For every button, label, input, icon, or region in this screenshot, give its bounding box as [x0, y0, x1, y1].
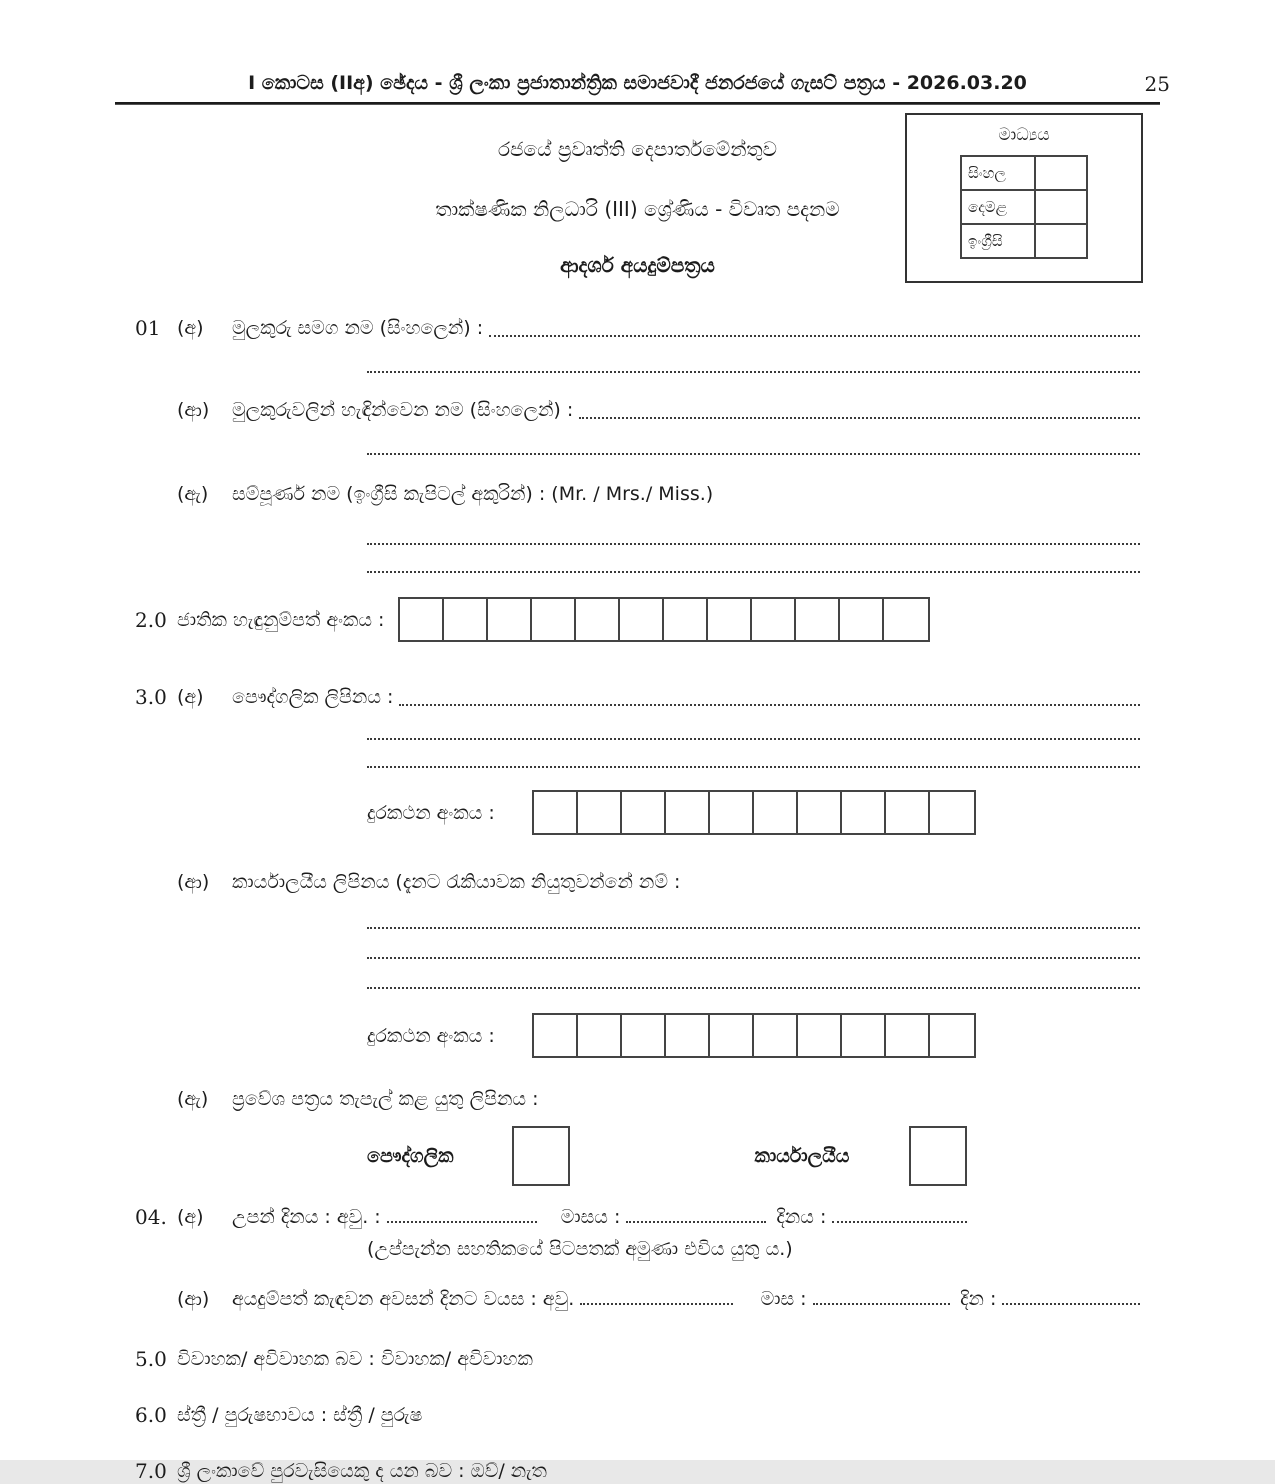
- char-box[interactable]: [664, 599, 708, 640]
- office-address-fill-line-2[interactable]: [367, 941, 1140, 959]
- section-04a: [135, 1204, 1140, 1230]
- char-box[interactable]: [930, 1015, 974, 1056]
- full-name-fill-line-1[interactable]: [367, 527, 1140, 545]
- char-box[interactable]: [532, 599, 576, 640]
- section-01c-letter: (ඇ): [177, 483, 209, 505]
- nic-number-label: ජාතික හැඳුනුම්පත් අංකය :: [177, 608, 385, 631]
- section-2-number: 2.0: [135, 607, 167, 632]
- char-box[interactable]: [710, 1015, 754, 1056]
- char-box[interactable]: [796, 599, 840, 640]
- medium-checkbox-sinhala[interactable]: [1035, 156, 1087, 190]
- char-box[interactable]: [622, 1015, 666, 1056]
- medium-row-tamil: [961, 190, 1087, 224]
- department-title: රජයේ ප්‍රවෘත්ති දෙපාර්තමේන්තුව: [497, 137, 778, 161]
- nic-number-boxes: [398, 597, 930, 642]
- section-3a: [135, 684, 1140, 710]
- admission-card-address-label: ප්‍රවේශ පත්‍රය තැපැල් කළ යුතු ලිපිනය :: [232, 1088, 539, 1110]
- page-number: 25: [1144, 72, 1170, 96]
- section-3c: [135, 1086, 1140, 1112]
- medium-table: [960, 155, 1088, 259]
- section-6-number: 6.0: [135, 1403, 167, 1427]
- personal-address-fill-line-2[interactable]: [367, 722, 1140, 740]
- office-option-checkbox[interactable]: [909, 1126, 967, 1186]
- header-rule: [115, 102, 1160, 105]
- section-3a-letter: (අ): [177, 686, 204, 708]
- birth-day-fill[interactable]: [832, 1209, 967, 1223]
- medium-checkbox-english[interactable]: [1035, 224, 1087, 258]
- office-phone-boxes: [532, 1013, 976, 1058]
- personal-address-fill-line-3[interactable]: [367, 750, 1140, 768]
- birth-day-label: දිනය :: [776, 1206, 827, 1228]
- full-name-fill-line-2[interactable]: [367, 555, 1140, 573]
- form-title: ආදර්ශ අයදුම්පත්‍රය: [560, 253, 715, 277]
- section-01c: [135, 481, 1140, 507]
- page-header: [115, 0, 1170, 96]
- char-box[interactable]: [534, 1015, 578, 1056]
- char-box[interactable]: [842, 792, 886, 833]
- office-option-label: කාර්යාලයීය: [754, 1145, 850, 1167]
- personal-option-label: පෞද්ගලික: [367, 1145, 454, 1167]
- name-denoted-by-initials-fill-line-2[interactable]: [367, 437, 1140, 455]
- section-7: [135, 1458, 1140, 1484]
- char-box[interactable]: [620, 599, 664, 640]
- section-04a-letter: (අ): [177, 1206, 204, 1228]
- char-box[interactable]: [576, 599, 620, 640]
- medium-row-english: [961, 224, 1087, 258]
- section-5: [135, 1346, 1140, 1372]
- section-6: [135, 1402, 1140, 1428]
- char-box[interactable]: [400, 599, 444, 640]
- personal-phone-boxes: [532, 790, 976, 835]
- section-04b: [135, 1286, 1140, 1312]
- marital-status-label: විවාහක/ අවිවාහක බව : විවාහක/ අවිවාහක: [177, 1348, 533, 1370]
- medium-label-english: ඉංග්‍රීසි: [961, 224, 1035, 258]
- section-01b: [135, 397, 1140, 423]
- office-address-fill-line-3[interactable]: [367, 971, 1140, 989]
- char-box[interactable]: [754, 1015, 798, 1056]
- medium-checkbox-tamil[interactable]: [1035, 190, 1087, 224]
- birth-date-label: උපන් දිනය : අවු. :: [232, 1206, 381, 1228]
- char-box[interactable]: [578, 1015, 622, 1056]
- office-address-fill-line-1[interactable]: [367, 911, 1140, 929]
- post-title: තාක්ෂණික නිලධාරි (III) ශ්‍රේණිය - විවෘත පදනම: [435, 197, 840, 221]
- char-box[interactable]: [752, 599, 796, 640]
- medium-row-sinhala: [961, 156, 1087, 190]
- char-box[interactable]: [708, 599, 752, 640]
- section-3b: [135, 869, 1140, 895]
- age-years-fill[interactable]: [580, 1291, 732, 1305]
- char-box[interactable]: [886, 792, 930, 833]
- name-with-initials-label: මුලකුරු සමග නම (සිංහලෙන්) :: [232, 317, 484, 339]
- personal-address-fill-line[interactable]: [399, 704, 1140, 706]
- char-box[interactable]: [666, 1015, 710, 1056]
- section-7-number: 7.0: [135, 1459, 167, 1483]
- name-with-initials-fill-line[interactable]: [489, 335, 1140, 337]
- personal-phone-label: දුරකථන අංකය :: [367, 801, 495, 824]
- office-address-label: කාර්යාලයීය ලිපිනය (දැනට රැකියාවක නියුතුවන්නේ නම් :: [232, 871, 681, 893]
- section-01b-letter: (ආ): [177, 399, 210, 421]
- name-with-initials-fill-line-2[interactable]: [367, 355, 1140, 373]
- section-04-number: 04.: [135, 1205, 167, 1229]
- address-choice-row: [367, 1126, 1140, 1186]
- section-3-number: 3.0: [135, 685, 167, 709]
- char-box[interactable]: [884, 599, 928, 640]
- medium-label-sinhala: සිංහල: [961, 156, 1035, 190]
- section-04b-letter: (ආ): [177, 1288, 210, 1310]
- char-box[interactable]: [842, 1015, 886, 1056]
- section-3c-letter: (ඇ): [177, 1088, 209, 1110]
- medium-box-title: මාධ්‍යය: [998, 125, 1050, 145]
- section-01-number: 01: [135, 316, 161, 340]
- office-phone-label: දුරකථන අංකය :: [367, 1024, 495, 1047]
- full-name-english-label: සම්පූර්ණ නම (ඉංග්‍රීසි කැපිටල් අකුරින්) : (Mr. / Mrs./ Miss.): [232, 483, 714, 505]
- medium-selection-box: [905, 113, 1143, 283]
- medium-label-tamil: දෙමළ: [961, 190, 1035, 224]
- section-2: [135, 597, 1140, 642]
- char-box[interactable]: [840, 599, 884, 640]
- age-months-fill[interactable]: [813, 1291, 951, 1305]
- gazette-header-title: I කොටස (IIඅ) ඡේදය - ශ්‍රී ලංකා ප්‍රජාතාන්ත්‍රික සමාජවාදී ජනරජයේ ගැසට් පත්‍රය - 2026.03.20: [248, 72, 1027, 94]
- office-phone-row: [367, 1013, 1140, 1058]
- char-box[interactable]: [622, 792, 666, 833]
- personal-address-label: පෞද්ගලික ලිපිනය :: [232, 686, 394, 708]
- section-01a-letter: (අ): [177, 317, 204, 339]
- char-box[interactable]: [930, 792, 974, 833]
- age-days-label: දින :: [960, 1288, 997, 1310]
- char-box[interactable]: [710, 792, 754, 833]
- birth-year-fill[interactable]: [387, 1209, 537, 1223]
- name-denoted-by-initials-label: මුලකුරුවලින් හැඳින්වෙන නම (සිංහලෙන්) :: [232, 399, 574, 421]
- section-3b-letter: (ආ): [177, 871, 210, 893]
- personal-option-checkbox[interactable]: [512, 1126, 570, 1186]
- birth-month-fill[interactable]: [626, 1209, 766, 1223]
- personal-phone-row: [367, 790, 1140, 835]
- char-box[interactable]: [578, 792, 622, 833]
- name-denoted-by-initials-fill-line[interactable]: [579, 417, 1140, 419]
- section-01a: [135, 315, 1140, 341]
- birth-certificate-note: (උප්පැන්න සහතිකයේ පිටපතක් අමුණා එවිය යුතු ය.): [367, 1238, 793, 1260]
- char-box[interactable]: [488, 599, 532, 640]
- section-5-number: 5.0: [135, 1347, 167, 1371]
- char-box[interactable]: [534, 792, 578, 833]
- gender-label: ස්ත්‍රී / පුරුෂභාවය : ස්ත්‍රී / පුරුෂ: [177, 1404, 423, 1426]
- citizenship-label: ශ්‍රී ලංකාවේ පුරවැසියෙකු ද යන බව : ඔව්/ නැත: [177, 1460, 547, 1482]
- age-months-label: මාස :: [760, 1288, 807, 1310]
- char-box[interactable]: [798, 1015, 842, 1056]
- age-at-closing-label: අයදුම්පත් කැඳවන අවසන් දිනට වයස : අවු.: [232, 1288, 575, 1310]
- birth-month-label: මාසය :: [560, 1206, 621, 1228]
- char-box[interactable]: [798, 792, 842, 833]
- char-box[interactable]: [754, 792, 798, 833]
- age-days-fill[interactable]: [1002, 1291, 1140, 1305]
- char-box[interactable]: [886, 1015, 930, 1056]
- char-box[interactable]: [666, 792, 710, 833]
- char-box[interactable]: [444, 599, 488, 640]
